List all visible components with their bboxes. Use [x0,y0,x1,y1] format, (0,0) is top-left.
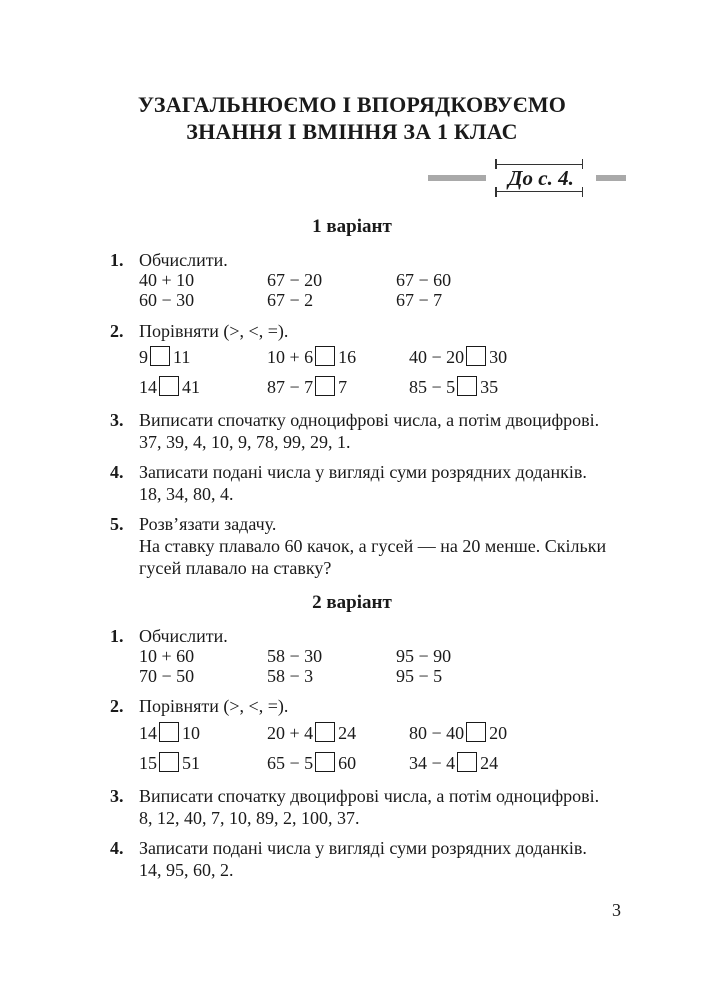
v2-task-4-number: 4. [110,838,124,858]
compare-left: 80 − 40 [409,723,465,743]
v1-task-3-data: 37, 39, 4, 10, 9, 78, 99, 29, 1. [139,432,351,452]
v2-compare-item [139,752,200,774]
answer-box[interactable] [159,722,179,742]
compare-right: 35 [480,377,499,397]
v2-compare-item [409,722,507,744]
answer-box[interactable] [315,722,335,742]
v2-task-1-expr: 95 − 90 [396,646,452,666]
answer-box[interactable] [457,752,477,772]
ref-bar-left [428,175,486,181]
v1-task-4-number: 4. [110,462,124,482]
v2-compare-item [267,752,356,774]
v1-task-2-number: 2. [110,321,124,341]
v2-task-1-expr: 58 − 30 [267,646,323,666]
v1-task-1-expr: 67 − 20 [267,270,323,290]
v1-task-5-line-2: На ставку плавало 60 качок, а гусей — на 20 менше. Скільки [139,536,607,556]
compare-left: 10 + 6 [267,347,314,367]
v2-task-1-expr: 70 − 50 [139,666,195,686]
ref-page-label: До с. 4. [508,166,574,190]
answer-box[interactable] [159,752,179,772]
compare-left: 87 − 7 [267,377,314,397]
v1-task-1-expr: 67 − 7 [396,290,443,310]
ref-bar-right [596,175,626,181]
v2-compare-item [267,722,356,744]
compare-right: 16 [338,347,357,367]
v1-task-1-number: 1. [110,250,124,270]
v2-compare-item [139,722,200,744]
compare-right: 24 [338,723,357,743]
compare-right: 11 [173,347,191,367]
ref-box [486,160,596,196]
answer-box[interactable] [150,346,170,366]
v1-task-1-expr: 67 − 60 [396,270,452,290]
answer-box[interactable] [457,376,477,396]
v2-task-3-text: Виписати спочатку двоцифрові числа, а потім одноцифрові. [139,786,600,806]
v1-task-5-number: 5. [110,514,124,534]
answer-box[interactable] [315,752,335,772]
v2-task-1-expr: 58 − 3 [267,666,314,686]
compare-left: 9 [139,347,148,367]
answer-box[interactable] [159,376,179,396]
answer-box[interactable] [315,376,335,396]
v1-task-1-expr: 60 − 30 [139,290,195,310]
answer-box[interactable] [466,722,486,742]
variant-2-title: 2 варіант [312,592,392,613]
compare-right: 20 [489,723,508,743]
compare-right: 41 [182,377,200,397]
v1-compare-item [409,376,498,398]
v1-task-1-text: Обчислити. [139,250,228,270]
v1-compare-item [267,346,356,368]
v1-compare-item [139,376,200,398]
page-title-line-1: УЗАГАЛЬНЮЄМО І ВПОРЯДКОВУЄМО [137,92,567,117]
v2-task-1-number: 1. [110,626,124,646]
v1-compare-item [139,346,190,368]
compare-left: 40 − 20 [409,347,465,367]
v1-task-4-text: Записати подані числа у вигляді суми розрядних доданків. [139,462,587,482]
v2-task-3-number: 3. [110,786,124,806]
v1-task-1-expr: 67 − 2 [267,290,314,310]
v2-task-3-data: 8, 12, 40, 7, 10, 89, 2, 100, 37. [139,808,360,828]
v2-task-1-expr: 95 − 5 [396,666,443,686]
compare-left: 20 + 4 [267,723,314,743]
compare-right: 7 [338,377,348,397]
answer-box[interactable] [466,346,486,366]
compare-right: 24 [480,753,499,773]
v1-task-3-number: 3. [110,410,124,430]
v1-task-2-text: Порівняти (>, <, =). [139,321,289,341]
compare-right: 30 [489,347,508,367]
compare-left: 14 [139,377,157,397]
v1-task-3-text: Виписати спочатку одноцифрові числа, а потім двоцифрові. [139,410,600,430]
compare-right: 51 [182,753,200,773]
v2-task-2-text: Порівняти (>, <, =). [139,696,289,716]
v1-compare-item [267,376,347,398]
compare-left: 34 − 4 [409,753,456,773]
v2-task-4-data: 14, 95, 60, 2. [139,860,234,880]
page-number: 3 [612,900,621,920]
v1-compare-item [409,346,507,368]
v2-task-4-text: Записати подані числа у вигляді суми розрядних доданків. [139,838,587,858]
compare-right: 60 [338,753,357,773]
variant-1-title: 1 варіант [312,216,392,237]
v2-compare-item [409,752,498,774]
v2-task-2-number: 2. [110,696,124,716]
v1-task-1-expr: 40 + 10 [139,270,195,290]
answer-box[interactable] [315,346,335,366]
compare-right: 10 [182,723,200,743]
v1-task-4-data: 18, 34, 80, 4. [139,484,234,504]
compare-left: 15 [139,753,157,773]
v2-task-1-text: Обчислити. [139,626,228,646]
v2-task-1-expr: 10 + 60 [139,646,195,666]
v1-task-5-line-3: гусей плавало на ставку? [139,558,332,578]
compare-left: 65 − 5 [267,753,314,773]
compare-left: 14 [139,723,157,743]
compare-left: 85 − 5 [409,377,456,397]
v1-task-5-text: Розв’язати задачу. [139,514,277,534]
page-title-line-2: ЗНАННЯ І ВМІННЯ ЗА 1 КЛАС [186,119,518,144]
